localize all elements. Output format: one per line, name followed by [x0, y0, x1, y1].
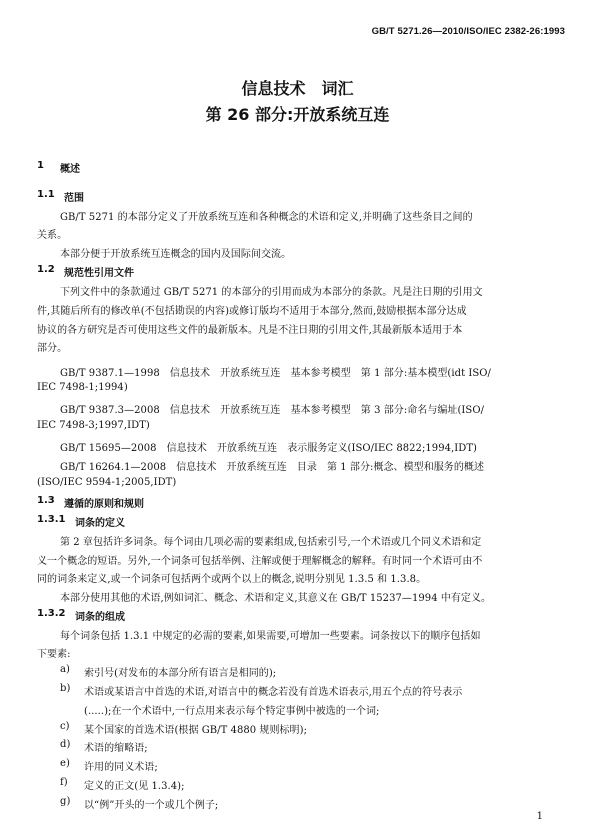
- paragraph-line: 下要素:: [37, 649, 71, 660]
- reference-line: IEC 7498-3;1997,IDT): [37, 420, 150, 431]
- section-heading: 规范性引用文件: [64, 268, 134, 279]
- list-item: 许用的同义术语;: [84, 762, 158, 773]
- list-item-marker: e): [60, 758, 70, 769]
- paragraph-line: 本部分使用其他的术语,例如词汇、概念、术语和定义,其意义在 GB/T 15237—1994 中有定义。: [60, 593, 492, 604]
- section-number: 1.1: [37, 189, 55, 200]
- reference-line: GB/T 9387.1—1998 信息技术 开放系统互连 基本参考模型 第 1 部分:基本模型(idt ISO/: [60, 368, 491, 379]
- paragraph-line: 部分。: [37, 343, 68, 354]
- reference-line: GB/T 16264.1—2008 信息技术 开放系统互连 目录 第 1 部分:概念、模型和服务的概述: [60, 462, 484, 473]
- reference-line: IEC 7498-1;1994): [37, 382, 128, 393]
- list-item-marker: d): [60, 739, 71, 750]
- paragraph-line: 件,其随后所有的修改单(不包括勘误的内容)或修订版均不适用于本部分,然而,鼓励根据本部分达成: [37, 306, 467, 317]
- paragraph-line: 关系。: [37, 230, 68, 241]
- section-heading: 概述: [60, 164, 80, 175]
- list-item: 术语或某语言中首选的术语,对语言中的概念若没有首选术语表示,用五个点的符号表示: [84, 687, 463, 698]
- list-item-continuation: (.....);在一个术语中,一行点用来表示每个特定事例中被选的一个词;: [84, 706, 380, 717]
- paragraph-line: 第 2 章包括许多词条。每个词由几项必需的要素组成,包括索引号,一个术语或几个同义术语和定: [60, 537, 482, 548]
- paragraph-line: 协议的各方研究是否可使用这些文件的最新版本。凡是不注日期的引用文件,其最新版本适用于本: [37, 325, 463, 336]
- paragraph-line: 同的词条来定义,或一个词条可包括两个或两个以上的概念,说明分别见 1.3.5 和 1.3.8。: [37, 574, 427, 585]
- paragraph-line: 每个词条包括 1.3.1 中规定的必需的要素,如果需要,可增加一些要素。词条按以下的顺序包括如: [60, 631, 481, 642]
- section-number: 1.3.1: [37, 514, 66, 525]
- reference-line: GB/T 15695—2008 信息技术 开放系统互连 表示服务定义(ISO/IEC 8822;1994,IDT): [60, 443, 477, 454]
- standard-code-header: GB/T 5271.26—2010/ISO/IEC 2382-26:1993: [371, 26, 565, 37]
- section-number: 1: [37, 160, 44, 171]
- paragraph-line: 下列文件中的条款通过 GB/T 5271 的本部分的引用而成为本部分的条款。凡是注日期的引用文: [60, 287, 483, 298]
- section-heading: 词条的定义: [75, 518, 125, 529]
- list-item: 以“例”开头的一个或几个例子;: [84, 800, 219, 811]
- list-item: 索引号(对发布的本部分所有语言是相同的);: [84, 668, 277, 679]
- list-item: 定义的正文(见 1.3.4);: [84, 781, 185, 792]
- section-heading: 词条的组成: [75, 612, 125, 623]
- list-item: 术语的缩略语;: [84, 743, 148, 754]
- document-title: 信息技术 词汇: [241, 79, 354, 98]
- paragraph-line: GB/T 5271 的本部分定义了开放系统互连和各种概念的术语和定义,并明确了这些条目之间的: [60, 212, 473, 223]
- page-number: 1: [536, 811, 543, 822]
- paragraph-line: 本部分便于开放系统互连概念的国内及国际间交流。: [60, 249, 292, 260]
- list-item: 某个国家的首选术语(根据 GB/T 4880 规则标明);: [84, 725, 307, 736]
- list-item-marker: f): [60, 777, 68, 788]
- list-item-marker: g): [60, 796, 71, 807]
- section-heading: 遵循的原则和规则: [64, 499, 144, 510]
- list-item-marker: a): [60, 664, 70, 675]
- section-number: 1.3: [37, 495, 55, 506]
- reference-line: (ISO/IEC 9594-1;2005,IDT): [37, 477, 177, 488]
- paragraph-line: 义一个概念的短语。另外,一个词条可包括举例、注解或便于理解概念的解释。有时同一个术语可由不: [37, 556, 483, 567]
- document-subtitle: 第 26 部分:开放系统互连: [205, 105, 390, 124]
- section-heading: 范围: [64, 193, 84, 204]
- reference-line: GB/T 9387.3—2008 信息技术 开放系统互连 基本参考模型 第 3 部分:命名与编址(ISO/: [60, 405, 485, 416]
- list-item-marker: c): [60, 721, 70, 732]
- section-number: 1.2: [37, 264, 55, 275]
- list-item-marker: b): [60, 683, 71, 694]
- section-number: 1.3.2: [37, 608, 66, 619]
